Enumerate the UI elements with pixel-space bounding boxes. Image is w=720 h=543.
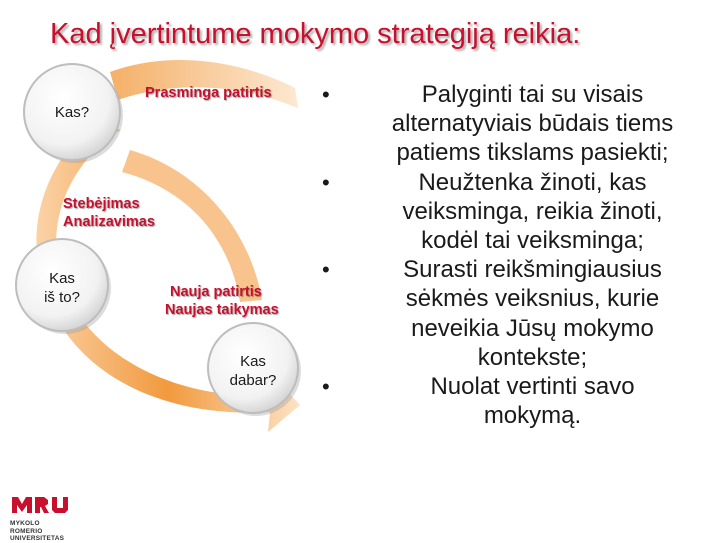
learning-cycle-diagram [0,0,320,480]
node-so-what-label: Kas iš to? [44,270,80,306]
stage-experience-label: Prasminga patirtis [145,85,272,101]
bullet-dot: • [322,82,330,107]
logo-line1: MYKOLO ROMERIO [10,520,43,535]
node-what-label: Kas? [54,104,90,121]
stage-new-experience-label: Nauja patirtis [170,284,262,300]
bullet-list [318,80,713,430]
bullet-dot: • [322,374,330,400]
stage-analyze-label: Analizavimas [63,214,155,230]
stage-observe-label: Stebėjimas [63,196,140,212]
bullet-item: • Neužtenka žinoti, kas veiksminga, reikia žinoti, kodėl tai veiksminga; [322,168,663,255]
bullet-item: • Nuolat vertinti savo mokymą. [322,373,635,430]
stage-new-application-label: Naujas taikymas [165,302,279,318]
node-now-what-label: Kas dabar? [229,353,277,389]
slide-title: Kad įvertintume mokymo strategiją reikia: [50,18,581,50]
bullet-item: • Palyginti tai su visais alternatyviais būdais tiems patiems tikslams pasiekti; [322,81,674,167]
mru-logo-mark [10,493,72,515]
bullet-dot: • [322,257,330,283]
bullet-dot: • [322,169,330,195]
mru-logo [10,493,72,543]
logo-line2: UNIVERSITETAS [10,535,65,542]
bullet-item: • Surasti reikšmingiausius sėkmės veiksnius, kurie neveikia Jūsų mokymo kontekste; [322,256,662,371]
